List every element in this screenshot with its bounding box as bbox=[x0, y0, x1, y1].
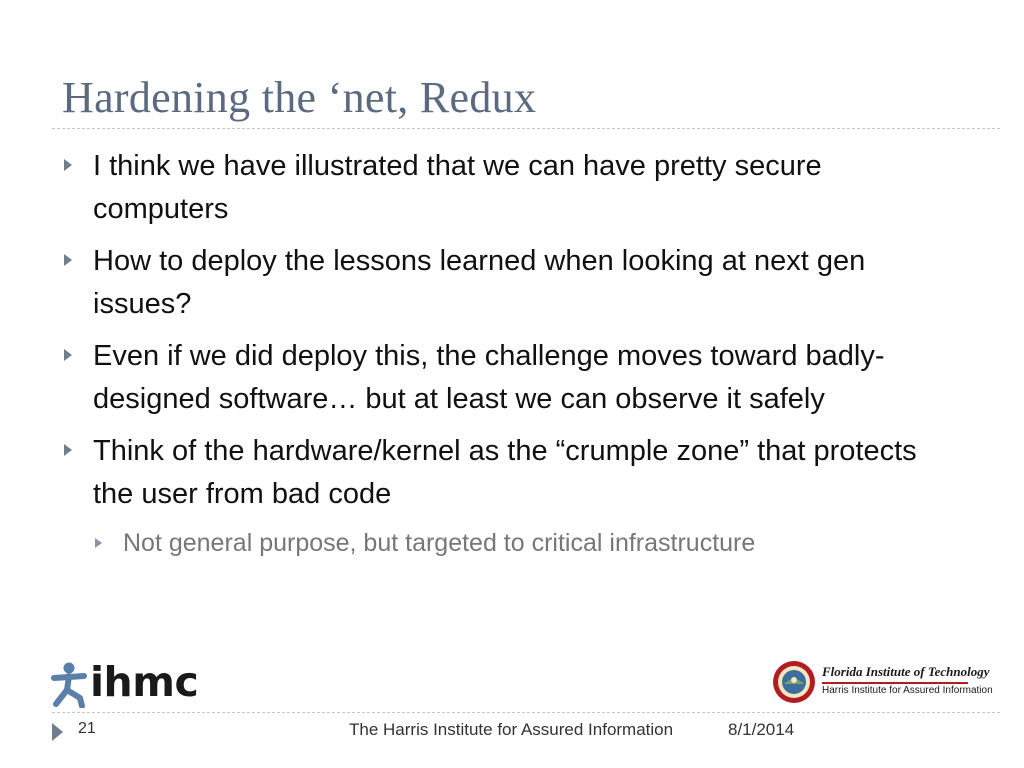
footer-text: The Harris Institute for Assured Information bbox=[349, 720, 674, 739]
title-divider bbox=[52, 128, 1000, 129]
bullet-arrow-icon bbox=[64, 444, 72, 456]
sub-bullet-item bbox=[93, 526, 962, 560]
fit-logo bbox=[772, 660, 993, 708]
ihmc-figure-icon bbox=[50, 662, 92, 708]
footer-arrow-icon bbox=[52, 723, 63, 741]
footer-date: 8/1/2014 bbox=[728, 720, 795, 739]
bullet-text: Think of the hardware/kernel as the “crumple zone” that protects the user from bad code bbox=[93, 435, 917, 510]
ihmc-logo bbox=[50, 658, 200, 712]
sub-bullet-text: Not general purpose, but targeted to critical infrastructure bbox=[123, 529, 756, 557]
footer-divider bbox=[52, 712, 1000, 713]
fit-seal-icon bbox=[772, 660, 816, 704]
bullet-list bbox=[62, 145, 962, 569]
slide-title: Hardening the ‘net, Redux bbox=[62, 73, 537, 122]
fit-subtitle-text: Harris Institute for Assured Information bbox=[822, 685, 993, 696]
ihmc-wordmark: ihmc bbox=[90, 658, 199, 706]
fit-name-text: Florida Institute of Technology bbox=[822, 664, 990, 679]
bullet-text: How to deploy the lessons learned when looking at next gen issues? bbox=[93, 245, 866, 320]
bullet-item bbox=[62, 335, 962, 421]
slide-number: 21 bbox=[78, 720, 96, 737]
bullet-text: Even if we did deploy this, the challenge moves toward badly-designed software… but at least we can observe it safely bbox=[93, 340, 885, 415]
bullet-text: I think we have illustrated that we can have pretty secure computers bbox=[93, 150, 822, 225]
bullet-arrow-icon bbox=[64, 254, 72, 266]
sub-bullet-arrow-icon bbox=[95, 538, 102, 548]
bullet-item bbox=[62, 145, 962, 231]
fit-divider bbox=[822, 682, 968, 684]
bullet-item bbox=[62, 430, 962, 560]
bullet-arrow-icon bbox=[64, 159, 72, 171]
bullet-item bbox=[62, 240, 962, 326]
bullet-arrow-icon bbox=[64, 349, 72, 361]
